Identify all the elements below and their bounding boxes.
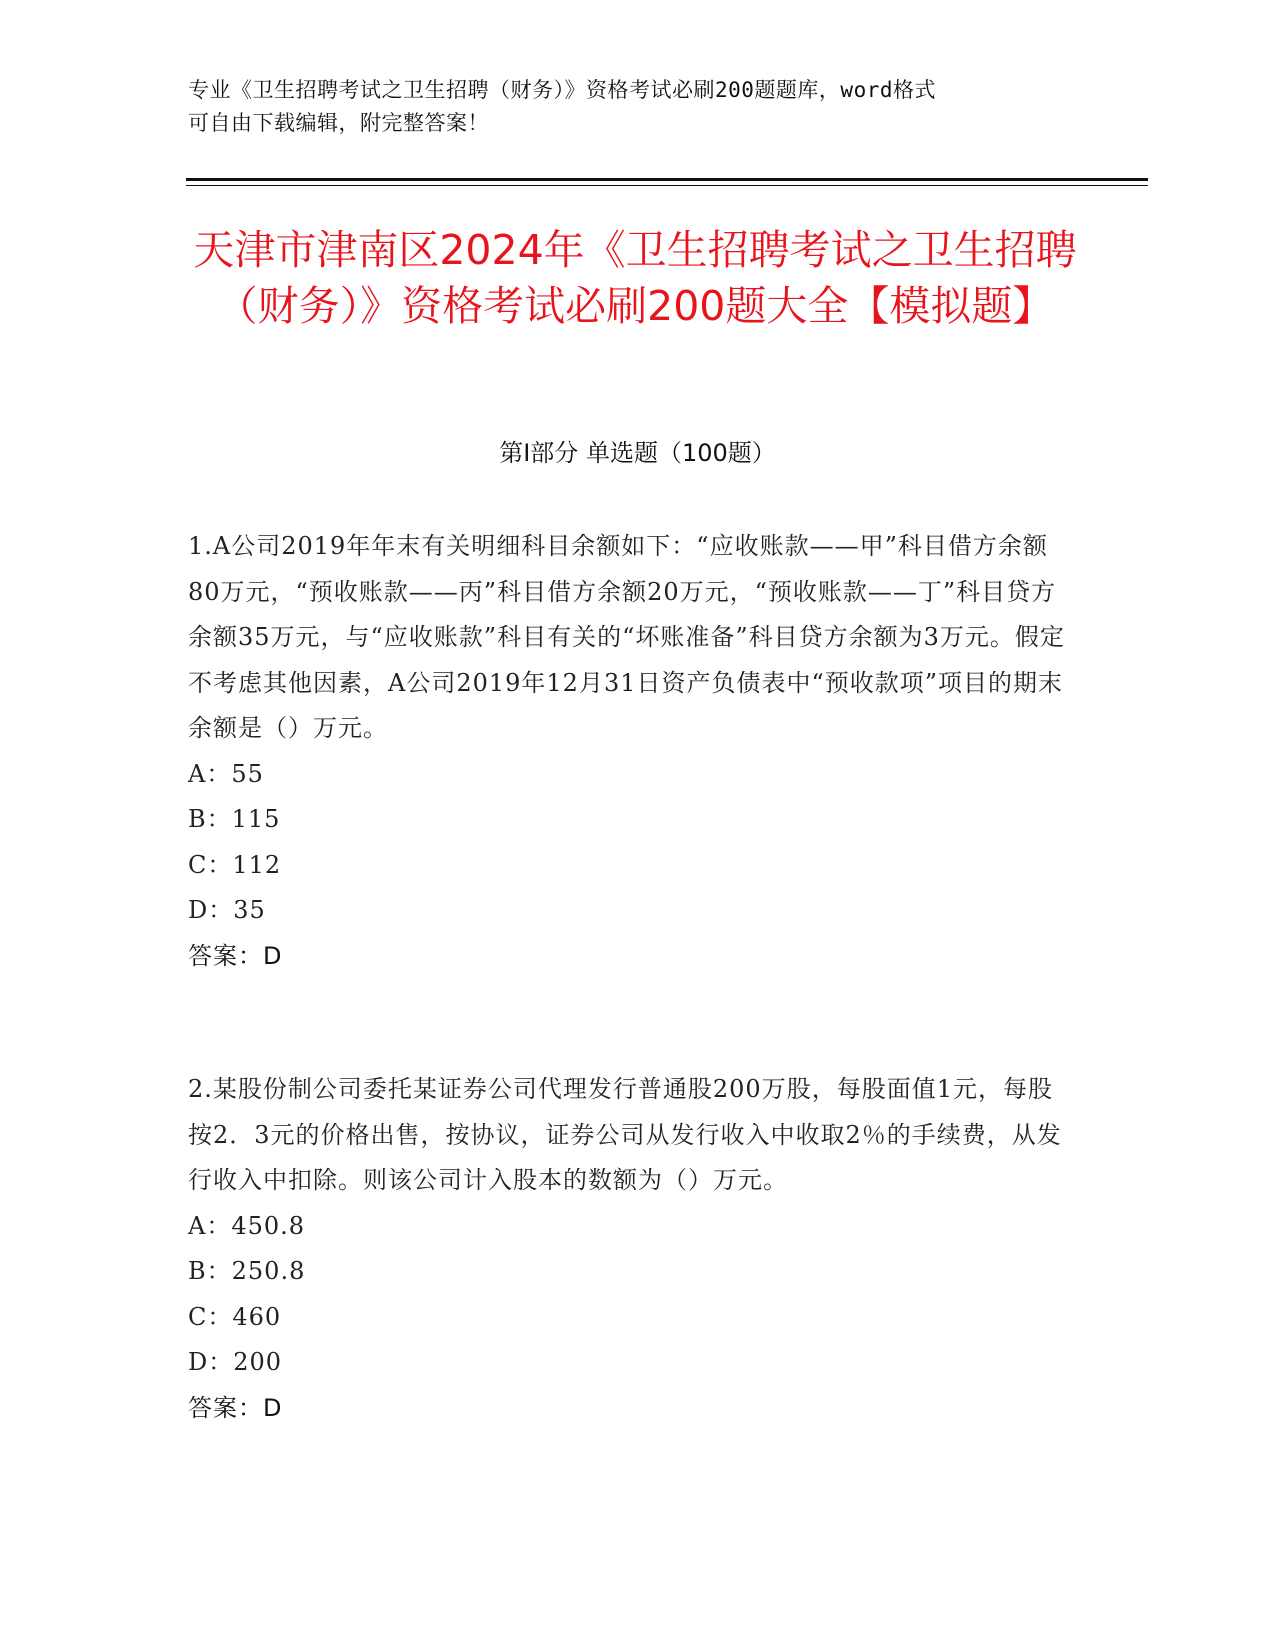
option-b: B：115 [188, 805, 281, 833]
question-stem: 1.A公司2019年年末有关明细科目余额如下：“应收账款——甲”科目借方余额80万元，“预收账款——丙”科目借方余额20万元，“预收账款——丁”科目贷方余额35万元，与“应收账款”科目有关的“坏账准备”科目贷方余额为3万元。假定不考虑其他因素，A公司2019年12月31日资产负债表中“预收款项”项目的期末余额是（）万元。 [188, 532, 1065, 742]
section-title: 第I部分 单选题（100题） [499, 439, 776, 467]
header-note [188, 74, 1068, 140]
option-c: C：460 [188, 1302, 282, 1331]
header-divider-thin [186, 185, 1148, 186]
option-c: C：112 [188, 850, 282, 879]
document-title: 天津市津南区2024年《卫生招聘考试之卫生招聘（财务）》资格考试必刷200题大全【模拟题】 [193, 226, 1077, 330]
header-note-line1: 专业《卫生招聘考试之卫生招聘（财务）》资格考试必刷200题题库，word格式 [188, 78, 936, 102]
option-d: D：35 [188, 896, 266, 924]
header-divider-thick [186, 178, 1148, 181]
question-stem: 2.某股份制公司委托某证券公司代理发行普通股200万股，每股面值1元，每股按2．3元的价格出售，按协议，证券公司从发行收入中收取2％的手续费，从发行收入中扣除。则该公司计入股本的数额为（）万元。 [188, 1075, 1062, 1194]
question-2 [188, 1067, 1068, 1431]
option-a: A：450.8 [188, 1211, 306, 1240]
option-d: D：200 [188, 1348, 283, 1376]
answer: 答案：D [188, 941, 283, 970]
option-b: B：250.8 [188, 1257, 306, 1285]
header-note-line2: 可自由下载编辑，附完整答案！ [188, 111, 489, 135]
answer: 答案：D [188, 1393, 283, 1422]
option-a: A：55 [188, 759, 264, 788]
question-1 [188, 524, 1068, 979]
